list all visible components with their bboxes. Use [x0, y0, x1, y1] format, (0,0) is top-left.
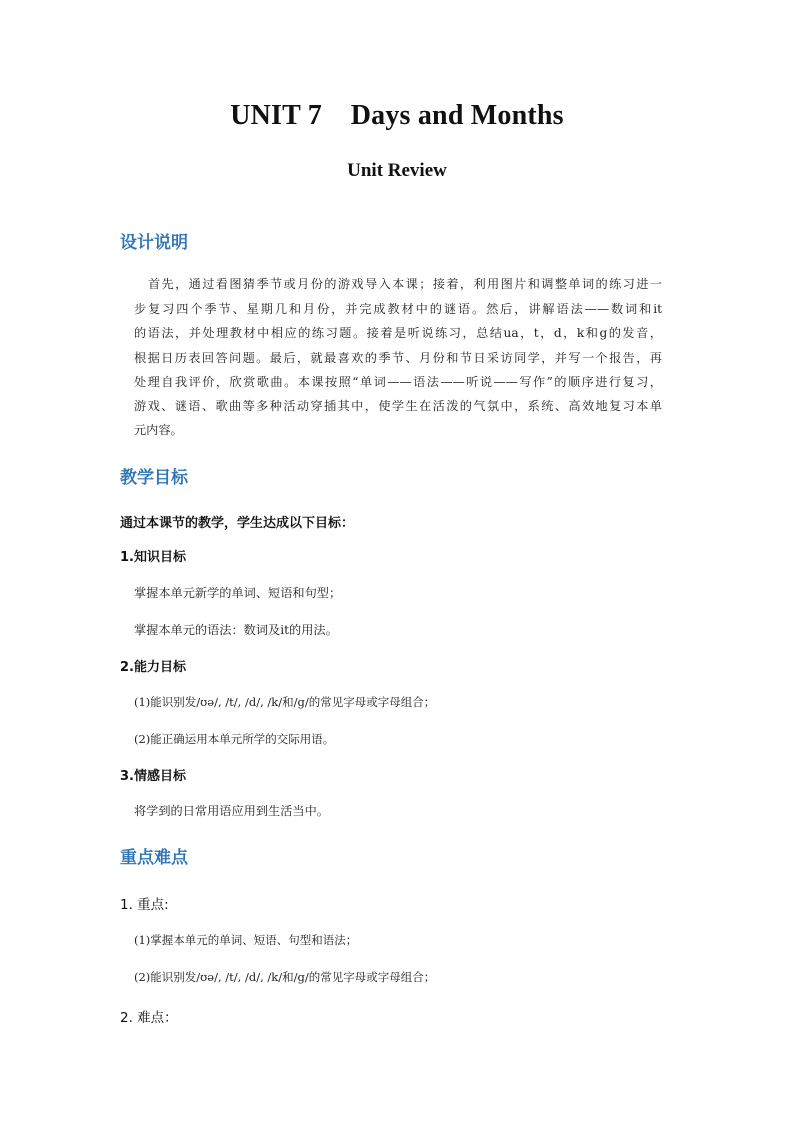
design-paragraph-line: 元内容。	[134, 423, 183, 437]
document-subtitle: Unit Review	[347, 160, 447, 181]
key-point-item: (2)能识别发/ʊə/, /t/, /d/, /k/和/g/的常见字母或字母组合；	[134, 970, 436, 984]
ability-goal-heading: 2.能力目标	[120, 660, 186, 675]
key-point-heading: 1. 重点:	[120, 897, 169, 913]
goals-intro: 通过本课节的教学，学生达成以下目标：	[120, 516, 355, 531]
emotion-goal-item: 将学到的日常用语应用到生活当中。	[134, 804, 329, 818]
knowledge-goal-item: 掌握本单元的语法：数词及it的用法。	[134, 623, 338, 637]
design-paragraph-line: 步复习四个季节、星期几和月份，并完成教材中的谜语。然后，讲解语法——数词和it	[134, 302, 662, 316]
knowledge-goal-heading: 1.知识目标	[120, 550, 186, 565]
design-paragraph-line: 根据日历表回答问题。最后，就最喜欢的季节、月份和节日采访同学，并写一个报告，再	[134, 351, 662, 365]
design-paragraph-line: 首先，通过看图猜季节或月份的游戏导入本课；接着，利用图片和调整单词的练习进一	[148, 277, 662, 291]
design-section-heading: 设计说明	[120, 233, 188, 253]
knowledge-goal-item: 掌握本单元新学的单词、短语和句型；	[134, 586, 342, 600]
difficult-point-heading: 2. 难点：	[120, 1010, 178, 1026]
ability-goal-item: (2)能正确运用本单元所学的交际用语。	[134, 732, 335, 746]
emotion-goal-heading: 3.情感目标	[120, 769, 186, 784]
key-point-item: (1)掌握本单元的单词、短语、句型和语法；	[134, 933, 358, 947]
ability-goal-item: (1)能识别发/ʊə/, /t/, /d/, /k/和/g/的常见字母或字母组合；	[134, 695, 436, 709]
goals-section-heading: 教学目标	[120, 468, 188, 488]
document-title: UNIT 7 Days and Months	[230, 100, 564, 131]
design-paragraph-line: 游戏、谜语、歌曲等多种活动穿插其中，使学生在活泼的气氛中，系统、高效地复习本单	[134, 399, 662, 413]
design-paragraph-line: 的语法，并处理教材中相应的练习题。接着是听说练习，总结ua，t，d，k和g的发音，	[134, 326, 662, 340]
design-paragraph-line: 处理自我评价，欣赏歌曲。本课按照“单词——语法——听说——写作”的顺序进行复习，	[134, 375, 662, 389]
key-section-heading: 重点难点	[120, 848, 188, 868]
